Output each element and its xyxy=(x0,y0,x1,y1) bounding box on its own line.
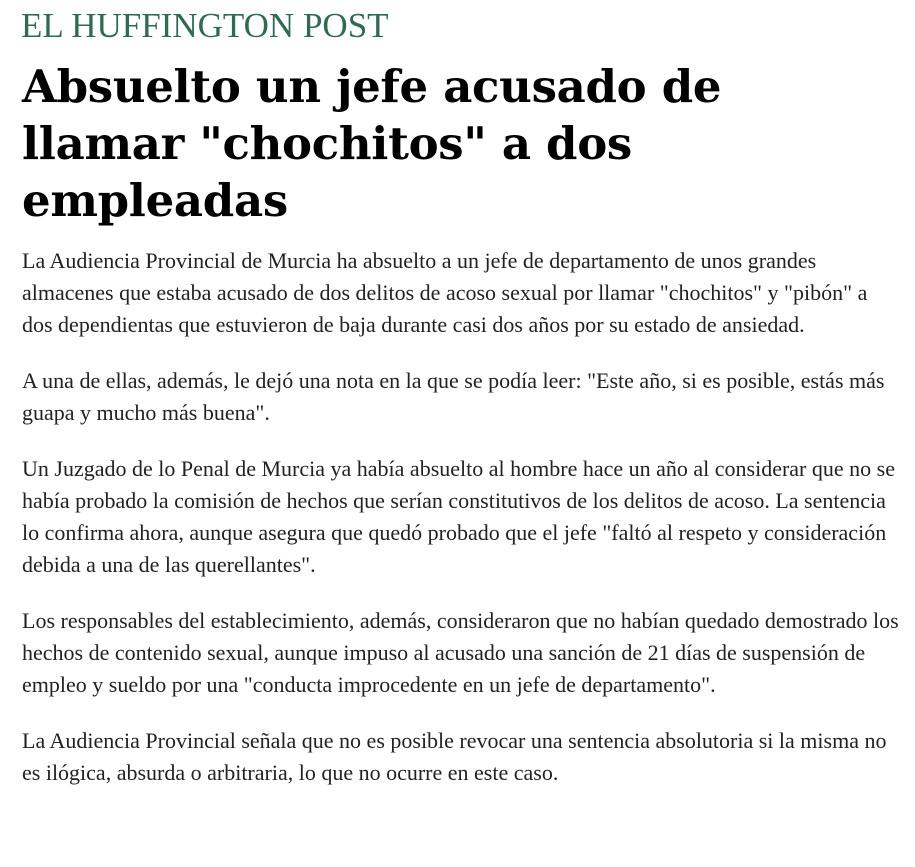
article-paragraph: A una de ellas, además, le dejó una nota en la que se podía leer: "Este año, si es posible, estás más guapa y mucho más buena". xyxy=(22,368,885,425)
article-paragraph: Los responsables del establecimiento, además, consideraron que no habían quedado demostrado los hechos de contenido sexual, aunque impuso al acusado una sanción de 21 días de suspensión de empleo y sueldo por una "conducta improcedente en un jefe de departamento". xyxy=(22,608,899,697)
article-paragraph: La Audiencia Provincial señala que no es posible revocar una sentencia absolutoria si la misma no es ilógica, absurda o arbitraria, lo que no ocurre en este caso. xyxy=(22,728,887,785)
article-headline: Absuelto un jefe acusado de llamar "chochitos" a dos empleadas xyxy=(22,60,722,227)
article-paragraph: La Audiencia Provincial de Murcia ha absuelto a un jefe de departamento de unos grandes almacenes que estaba acusado de dos delitos de acoso sexual por llamar "chochitos" y "pibón" a dos dependientas que estuvieron de baja durante casi dos años por su estado de ansiedad. xyxy=(22,248,868,337)
article-body xyxy=(22,245,899,789)
article-paragraph: Un Juzgado de lo Penal de Murcia ya había absuelto al hombre hace un año al considerar que no se había probado la comisión de hechos que serían constitutivos de los delitos de acoso. La sentencia lo confirma ahora, aunque asegura que quedó probado que el jefe "faltó al respeto y consideración debida a una de las querellantes". xyxy=(22,456,895,577)
masthead-logo[interactable]: EL HUFFINGTON POST xyxy=(21,6,389,45)
